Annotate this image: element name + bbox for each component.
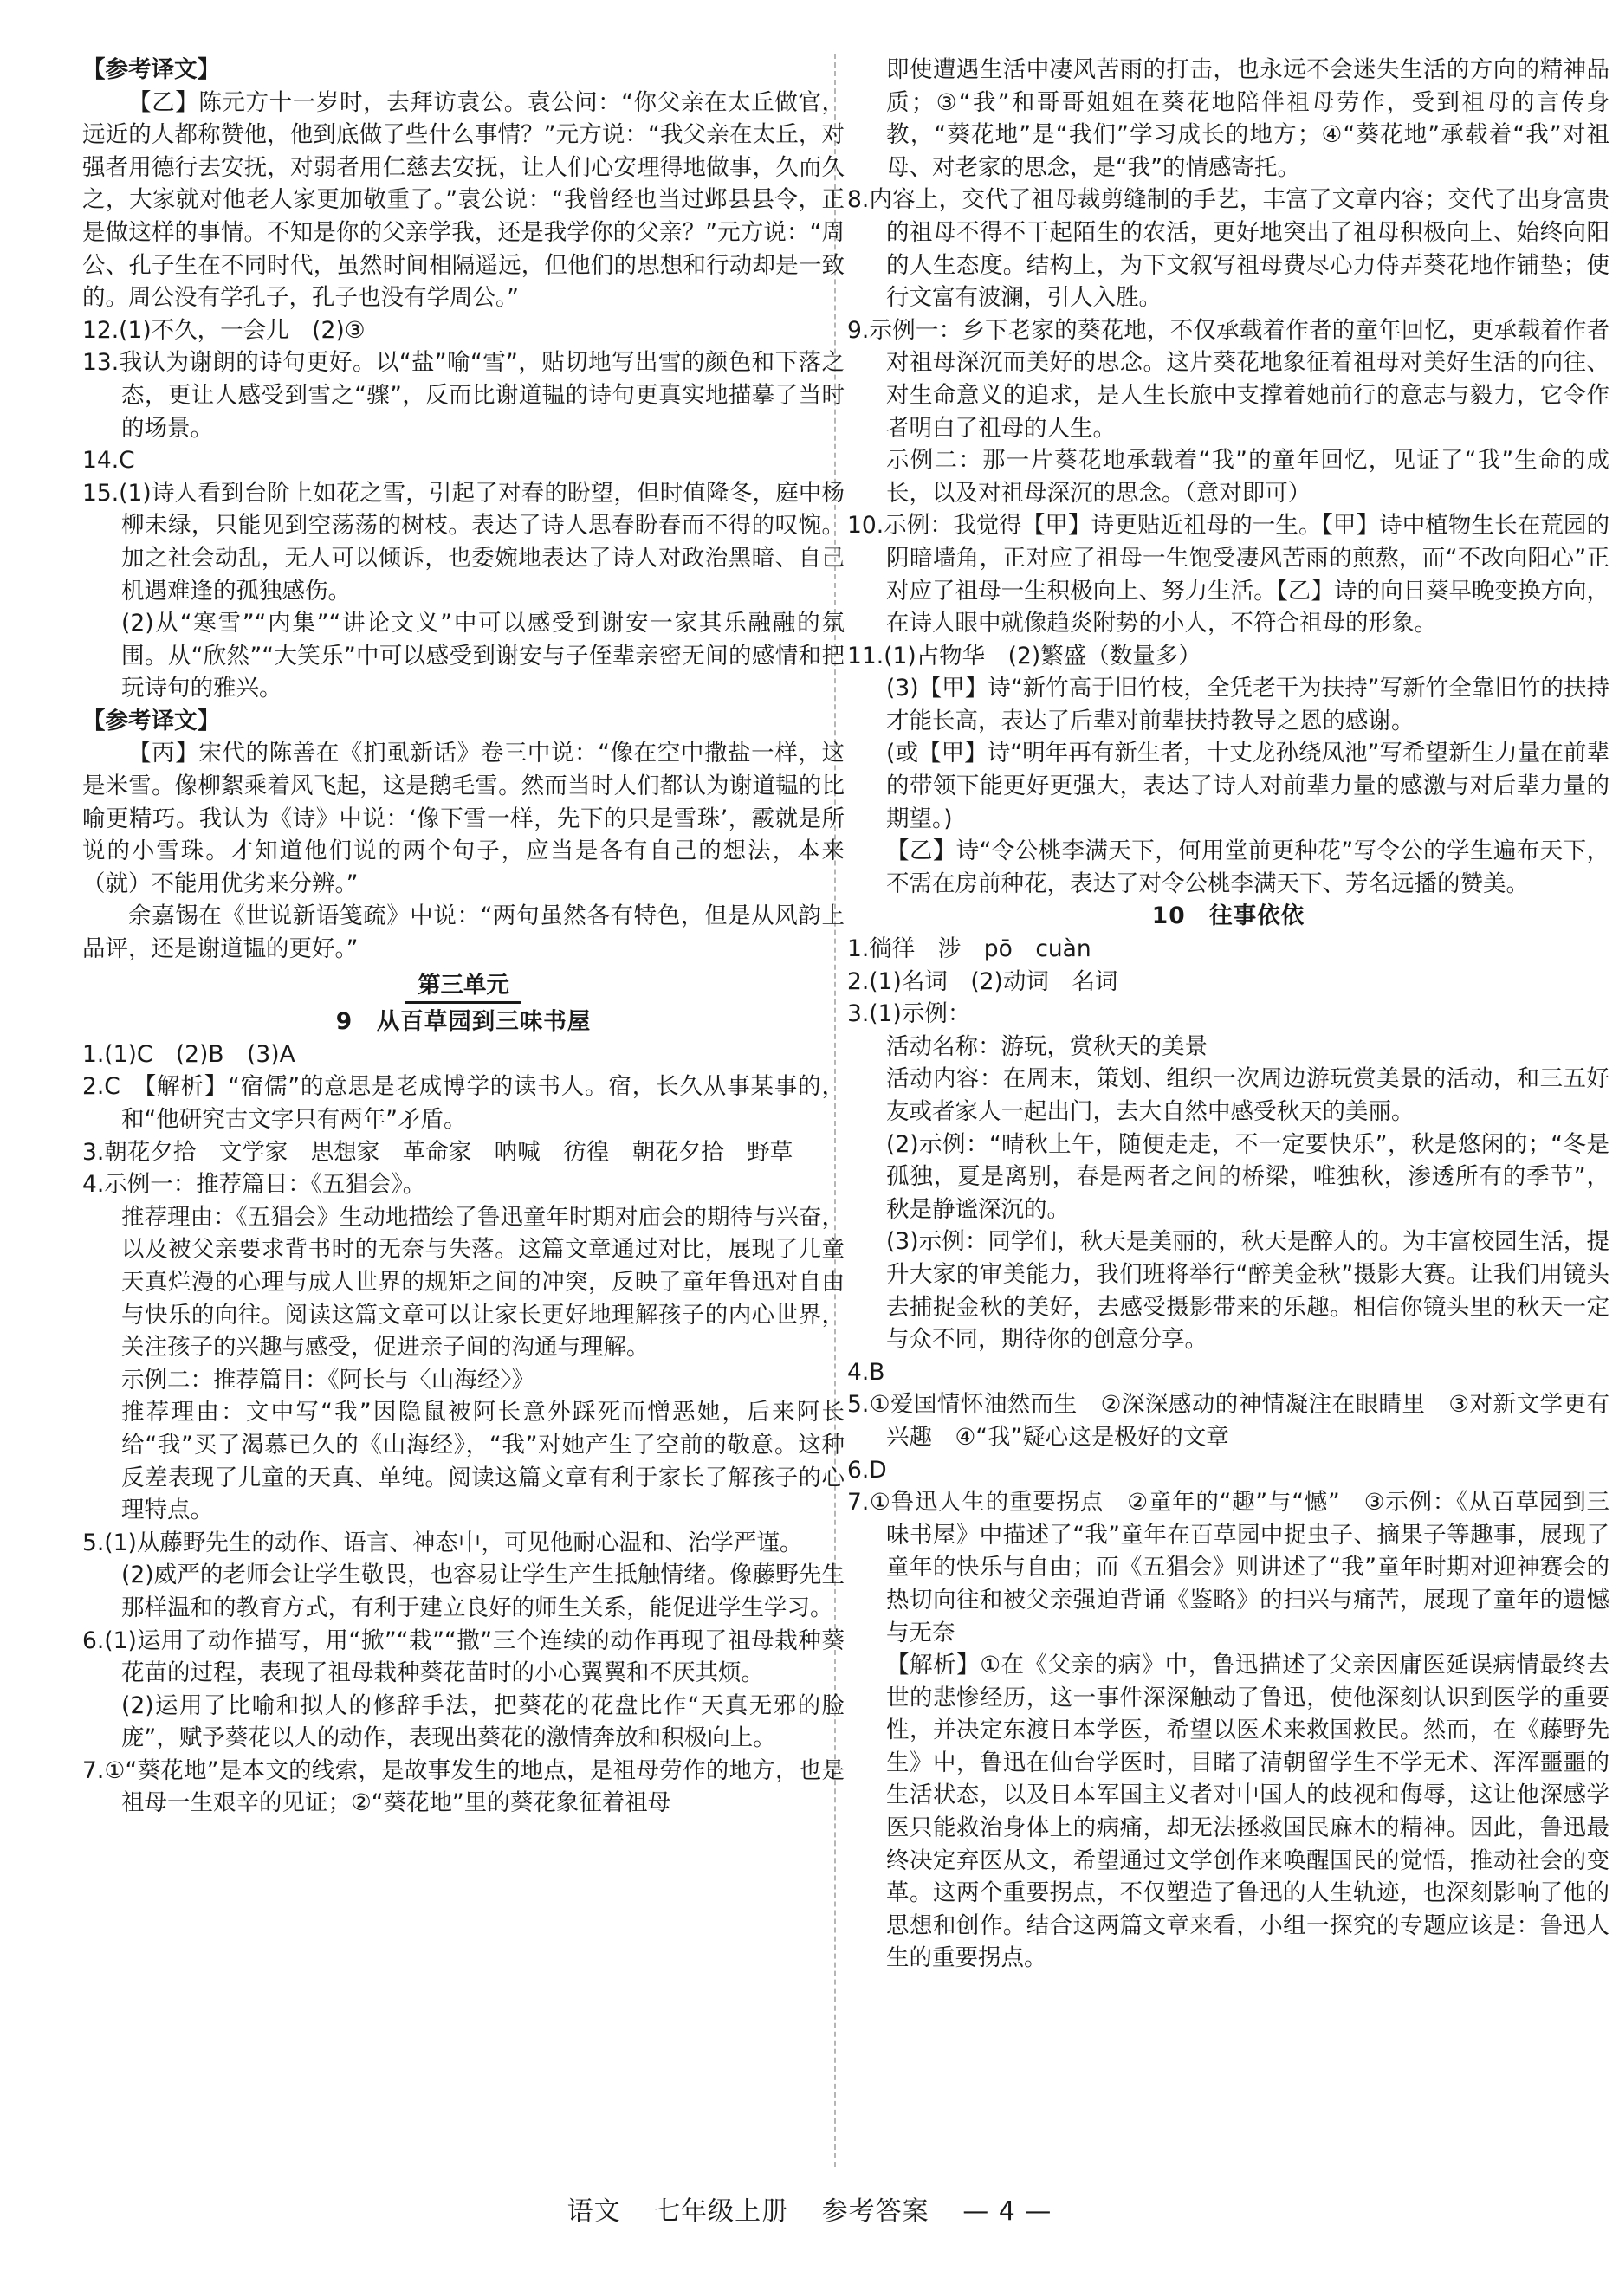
answer-item: 15.(1)诗人看到台阶上如花之雪，引起了对春的盼望，但时值隆冬，庭中杨柳未绿，只能见到空荡荡的树枝。表达了诗人思春盼春而不得的叹惋。加之社会动乱，无人可以倾诉，也委婉地表达了诗人对政治黑暗、自己机遇难逢的孤独感伤。 xyxy=(82,479,845,605)
answer-item: 13.我认为谢朗的诗句更好。以“盐”喻“雪”，贴切地写出雪的颜色和下落之态，更让人感受到雪之“骤”，反而比谢道韫的诗句更真实地描摹了当时的场景。 xyxy=(82,349,845,442)
translation-paragraph: 【乙】陈元方十一岁时，去拜访袁公。袁公问：“你父亲在太丘做官，远近的人都称赞他，他到底做了些什么事情？”元方说：“我父亲在太丘，对强者用德行去安抚，对弱者用仁慈去安抚，让人们心安理得地做事，久而久之，大家就对他老人家更加敬重了。”袁公说：“我曾经也当过邺县县令，正是做这样的事情。不知是你的父亲学我，还是我学你的父亲？”元方说：“周公、孔子生在不同时代，虽然时间相隔遥远，但他们的思想和行动却是一致的。周公没有学孔子，孔子也没有学周公。” xyxy=(82,88,845,312)
left-column xyxy=(82,54,845,1820)
answer-item: 6.D xyxy=(847,1456,887,1484)
answer-detail: 示例二：那一片葵花地承载着“我”的童年回忆，见证了“我”生命的成长，以及对祖母深沉的思念。（意对即可） xyxy=(886,447,1609,507)
answer-detail: 即使遭遇生活中凄风苦雨的打击，也永远不会迷失生活的方向的精神品质；③“我”和哥哥姐姐在葵花地陪伴祖母劳作，受到祖母的言传身教，“葵花地”是“我们”学习成长的地方；④“葵花地”承载着“我”对祖母、对老家的思念，是“我”的情感寄托。 xyxy=(886,56,1609,181)
answer-detail: 活动内容：在周末，策划、组织一次周边游玩赏美景的活动，和三五好友或者家人一起出门，去大自然中感受秋天的美丽。 xyxy=(886,1065,1609,1125)
lesson-title: 10 往事依依 xyxy=(1151,902,1305,930)
answer-item: 9.示例一：乡下老家的葵花地，不仅承载着作者的童年回忆，更承载着作者对祖母深沉而美好的思念。这片葵花地象征着祖母对美好生活的向往、对生命意义的追求，是人生长旅中支撑着她前行的意志与毅力，它令作者明白了祖母的人生。 xyxy=(847,316,1609,442)
footer-section: 参考答案 xyxy=(821,2196,929,2227)
answer-item: 7.①鲁迅人生的重要拐点 ②童年的“趣”与“憾” ③示例：《从百草园到三味书屋》中描述了“我”童年在百草园中捉虫子、摘果子等趣事，展现了童年的快乐与自由；而《五猖会》则讲述了“我”童年时期对迎神赛会的热切向往和被父亲强迫背诵《鉴略》的扫兴与痛苦，展现了童年的遗憾与无奈 xyxy=(847,1489,1609,1646)
footer-subject: 语文 xyxy=(567,2196,621,2227)
page-footer xyxy=(0,2189,1619,2228)
answer-item: 2.(1)名词 (2)动词 名词 xyxy=(847,967,1118,995)
translation-paragraph: 余嘉锡在《世说新语笺疏》中说：“两句虽然各有特色，但是从风韵上品评，还是谢道韫的更好。” xyxy=(82,902,845,963)
answer-item: 7.①“葵花地”是本文的线索，是故事发生的地点，是祖母劳作的地方，也是祖母一生艰辛的见证；②“葵花地”里的葵花象征着祖母 xyxy=(82,1756,845,1817)
translation-paragraph: 【丙】宋代的陈善在《扪虱新话》卷三中说：“像在空中撒盐一样，这是米雪。像柳絮乘着风飞起，这是鹅毛雪。然而当时人们都认为谢道韫的比喻更精巧。我认为《诗》中说：‘像下雪一样，先下的只是雪珠’，霰就是所说的小雪珠。才知道他们说的两个句子，应当是各有自己的想法，本来（就）不能用优劣来分辨。” xyxy=(82,740,845,897)
answer-detail: 示例二：推荐篇目：《阿长与〈山海经〉》 xyxy=(121,1366,535,1394)
answer-detail: (2)威严的老师会让学生敬畏，也容易让学生产生抵触情绪。像藤野先生那样温和的教育方式，有利于建立良好的师生关系，能促进学生学习。 xyxy=(121,1562,845,1621)
unit-title xyxy=(82,969,845,1005)
answer-detail: (2)示例：“晴秋上午，随便走走，不一定要快乐”，秋是悠闲的；“冬是孤独，夏是离别，春是两者之间的桥梁，唯独秋，渗透所有的季节”，秋是静谧深沉的。 xyxy=(886,1130,1609,1223)
page-number: — 4 — xyxy=(962,2196,1052,2227)
answer-detail: (3)【甲】诗“新竹高于旧竹枝，全凭老干为扶持”写新竹全靠旧竹的扶持才能长高，表达了后辈对前辈扶持教导之恩的感谢。 xyxy=(886,675,1609,734)
answer-item: 8.内容上，交代了祖母裁剪缝制的手艺，丰富了文章内容；交代了出身富贵的祖母不得不干起陌生的农活，更好地突出了祖母积极向上、始终向阳的人生态度。结构上，为下文叙写祖母费尽心力侍弄葵花地作铺垫；使行文富有波澜，引人入胜。 xyxy=(847,186,1609,312)
unit-title-text: 第三单元 xyxy=(405,969,521,1005)
answer-item: 2.C 【解析】“宿儒”的意思是老成博学的读书人。宿，长久从事某事的，和“他研究古文字只有两年”矛盾。 xyxy=(82,1073,845,1133)
answer-item: 14.C xyxy=(82,447,135,475)
lesson-title: 9 从百草园到三味书屋 xyxy=(335,1008,592,1036)
answer-item: 10.示例：我觉得【甲】诗更贴近祖母的一生。【甲】诗中植物生长在荒园的阴暗墙角，正对应了祖母一生饱受凄风苦雨的煎熬，而“不改向阳心”正对应了祖母一生积极向上、努力生活。【乙】诗的向日葵早晚变换方向，在诗人眼中就像趋炎附势的小人，不符合祖母的形象。 xyxy=(847,512,1609,637)
answer-item: 4.B xyxy=(847,1358,885,1386)
answer-detail: (3)示例：同学们，秋天是美丽的，秋天是醉人的。为丰富校园生活，提升大家的审美能力，我们班将举行“醉美金秋”摄影大赛。让我们用镜头去捕捉金秋的美好，去感受摄影带来的乐趣。相信你镜头里的秋天一定与众不同，期待你的创意分享。 xyxy=(886,1228,1609,1354)
footer-grade: 七年级上册 xyxy=(654,2196,789,2227)
section-heading: 【参考译文】 xyxy=(82,707,220,734)
answer-item: 4.示例一：推荐篇目：《五猖会》。 xyxy=(82,1171,426,1199)
answer-item: 3.朝花夕拾 文学家 思想家 革命家 呐喊 彷徨 朝花夕拾 野草 xyxy=(82,1138,793,1166)
answer-detail: (2)运用了比喻和拟人的修辞手法，把葵花的花盘比作“天真无邪的脸庞”，赋予葵花以人的动作，表现出葵花的激情奔放和积极向上。 xyxy=(121,1691,845,1752)
answer-item: 5.(1)从藤野先生的动作、语言、神态中，可见他耐心温和、治学严谨。 xyxy=(82,1529,803,1556)
answer-item: 6.(1)运用了动作描写，用“掀”“栽”“撒”三个连续的动作再现了祖母栽种葵花苗的过程，表现了祖母栽种葵花苗时的小心翼翼和不厌其烦。 xyxy=(82,1627,845,1687)
answer-item: 11.(1)占物华 (2)繁盛（数量多） xyxy=(847,642,1201,669)
answer-item: 1.徜徉 涉 pō cuàn xyxy=(847,935,1091,963)
right-column xyxy=(847,54,1609,1975)
answer-detail: (或【甲】诗“明年再有新生者，十丈龙孙绕凤池”写希望新生力量在前辈的带领下能更好更强大，表达了诗人对前辈力量的感激与对后辈力量的期望。) xyxy=(886,740,1609,832)
answer-item: 3.(1)示例： xyxy=(847,1000,971,1028)
answer-detail: 活动名称：游玩，赏秋天的美景 xyxy=(886,1032,1208,1060)
answer-detail: 【解析】①在《父亲的病》中，鲁迅描述了父亲因庸医延误病情最终去世的悲惨经历，这一事件深深触动了鲁迅，使他深刻认识到医学的重要性，并决定东渡日本学医，希望以医术来救国救民。然而，在《藤野先生》中，鲁迅在仙台学医时，目睹了清朝留学生不学无术、浑浑噩噩的生活状态，以及日本军国主义者对中国人的歧视和侮辱，这让他深感学医只能救治身体上的病痛，却无法拯救国民麻木的精神。因此，鲁迅最终决定弃医从文，希望通过文学创作来唤醒国民的觉悟，推动社会的变革。这两个重要拐点，不仅塑造了鲁迅的人生轨迹，也深刻影响了他的思想和创作。结合这两篇文章来看，小组一探究的专题应该是：鲁迅人生的重要拐点。 xyxy=(886,1652,1609,1972)
answer-detail: 【乙】诗“令公桃李满天下，何用堂前更种花”写令公的学生遍布天下，不需在房前种花，表达了对令公桃李满天下、芳名远播的赞美。 xyxy=(886,838,1609,897)
answer-detail: (2)从“寒雪”“内集”“讲论文义”中可以感受到谢安一家其乐融融的氛围。从“欣然”“大笑乐”中可以感受到谢安与子侄辈亲密无间的感情和把玩诗句的雅兴。 xyxy=(121,610,845,702)
section-heading: 【参考译文】 xyxy=(82,56,220,83)
answer-detail: 推荐理由：文中写“我”因隐鼠被阿长意外踩死而憎恶她，后来阿长给“我”买了渴慕已久的《山海经》，“我”对她产生了空前的敬意。这种反差表现了儿童的天真、单纯。阅读这篇文章有利于家长了解孩子的心理特点。 xyxy=(121,1399,845,1524)
answer-detail: 推荐理由：《五猖会》生动地描绘了鲁迅童年时期对庙会的期待与兴奋，以及被父亲要求背书时的无奈与失落。这篇文章通过对比，展现了儿童天真烂漫的心理与成人世界的规矩之间的冲突，反映了童年鲁迅对自由与快乐的向往。阅读这篇文章可以让家长更好地理解孩子的内心世界，关注孩子的兴趣与感受，促进亲子间的沟通与理解。 xyxy=(121,1203,845,1361)
answer-item: 1.(1)C (2)B (3)A xyxy=(82,1040,295,1068)
answer-item: 12.(1)不久，一会儿 (2)③ xyxy=(82,316,366,344)
answer-item: 5.①爱国情怀油然而生 ②深深感动的神情凝注在眼睛里 ③对新文学更有兴趣 ④“我”疑心这是极好的文章 xyxy=(847,1391,1609,1451)
